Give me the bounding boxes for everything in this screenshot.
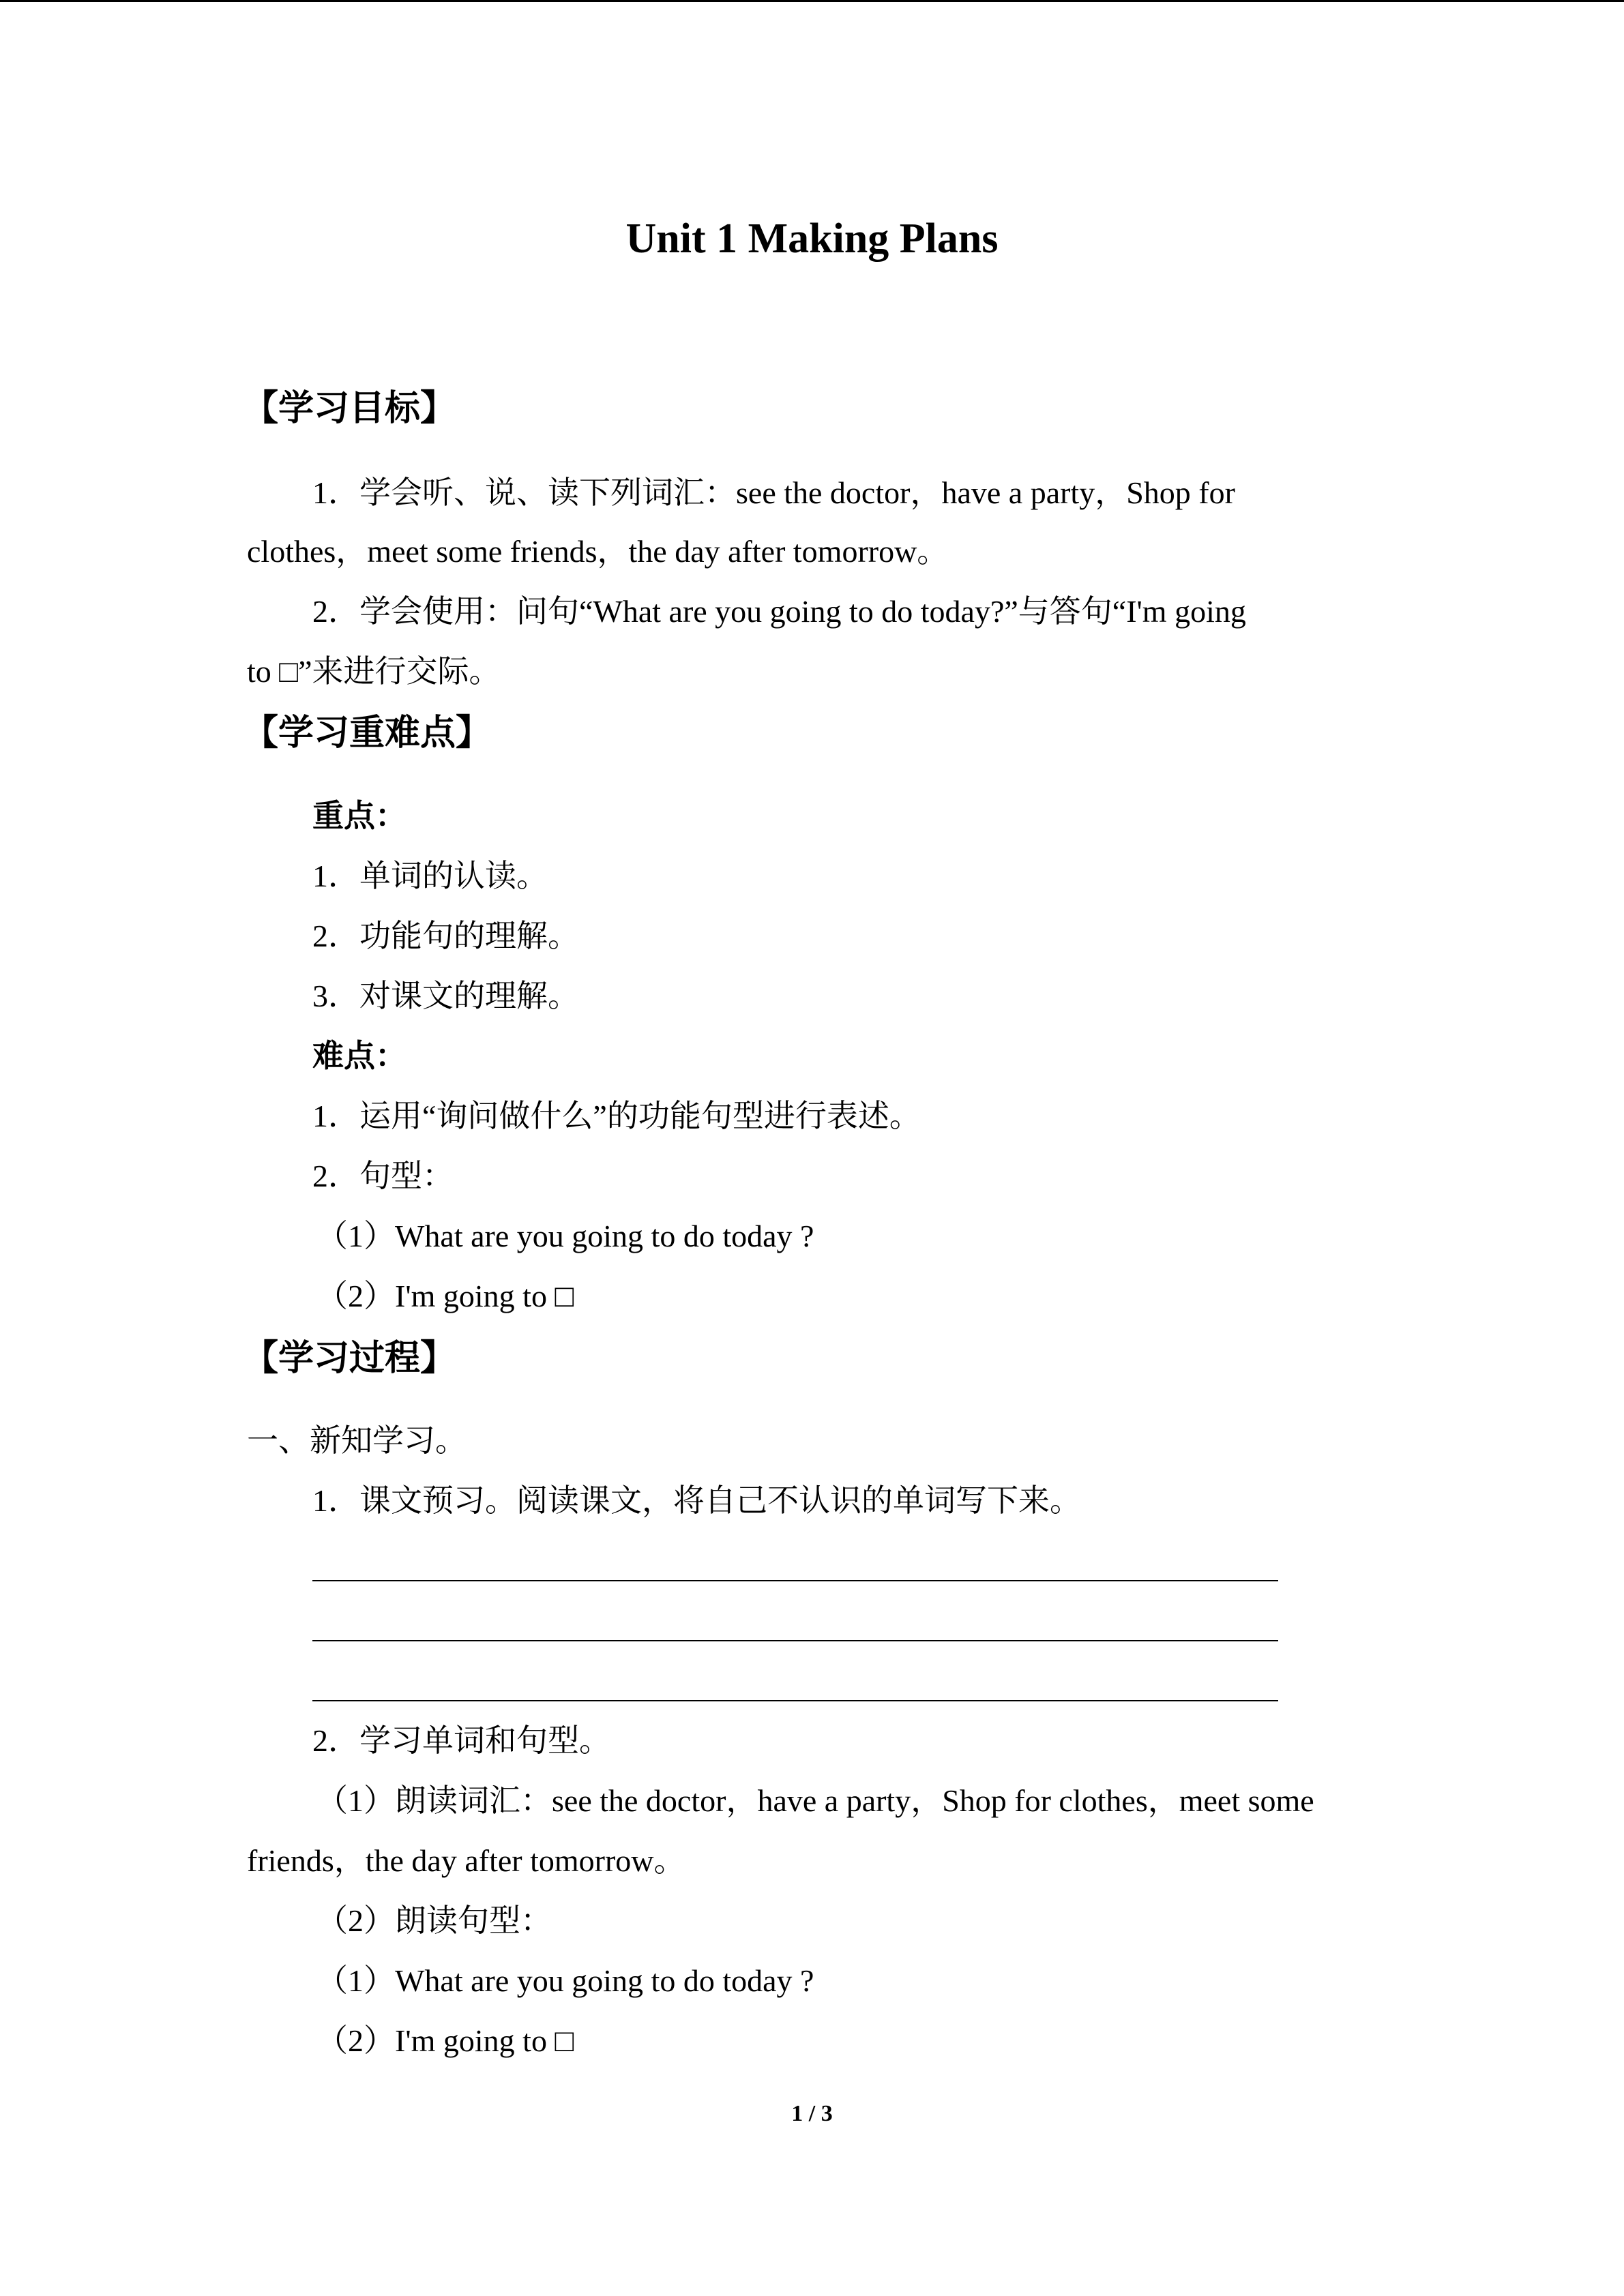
goal-item-2-line-2: to □”来进行交际。 <box>247 654 501 689</box>
goal-item-1-line-1: 1．学会听、说、读下列词汇：see the doctor，have a party，Shop for <box>312 475 1235 510</box>
process-part-1: 一、新知学习。 <box>247 1423 467 1458</box>
goal-item-2-line-1: 2．学会使用：问句“What are you going to do today?”与答句“I'm going <box>312 594 1246 629</box>
sentence-label: （2）朗读句型： <box>316 1903 552 1938</box>
answer-line-1[interactable] <box>312 1580 1278 1581</box>
answer-line-2[interactable] <box>312 1640 1278 1641</box>
difficulty-item-1: 1．运用“询问做什么”的功能句型进行表述。 <box>312 1099 921 1133</box>
answer-line-3[interactable] <box>312 1700 1278 1701</box>
section-heading-key-points: 【学习重难点】 <box>243 714 492 753</box>
section-heading-goals: 【学习目标】 <box>243 389 456 428</box>
process-pattern-2: （2）I'm going to □ <box>316 2023 574 2058</box>
process-pattern-1: （1）What are you going to do today ? <box>316 1963 814 1998</box>
section-heading-process: 【学习过程】 <box>243 1339 456 1378</box>
focus-item-1: 1．单词的认读。 <box>312 859 548 893</box>
difficulty-item-2: 2．句型： <box>312 1159 454 1193</box>
focus-item-3: 3．对课文的理解。 <box>312 979 579 1013</box>
key-pattern-1: （1）What are you going to do today ? <box>316 1219 814 1253</box>
page-title: Unit 1 Making Plans <box>625 215 999 262</box>
difficulty-label: 难点： <box>312 1039 407 1073</box>
focus-label: 重点： <box>312 799 407 833</box>
key-pattern-2: （2）I'm going to □ <box>316 1279 574 1313</box>
vocab-line-1: （1）朗读词汇：see the doctor，have a party，Shop for clothes，meet some <box>316 1783 1314 1818</box>
process-step-2: 2．学习单词和句型。 <box>312 1723 610 1758</box>
process-step-1: 1．课文预习。阅读课文，将自己不认识的单词写下来。 <box>312 1483 1081 1518</box>
focus-item-2: 2．功能句的理解。 <box>312 919 579 953</box>
page-number: 1 / 3 <box>791 2101 833 2126</box>
vocab-line-2: friends，the day after tomorrow。 <box>247 1843 685 1878</box>
goal-item-1-line-2: clothes，meet some friends，the day after tomorrow。 <box>247 534 949 569</box>
